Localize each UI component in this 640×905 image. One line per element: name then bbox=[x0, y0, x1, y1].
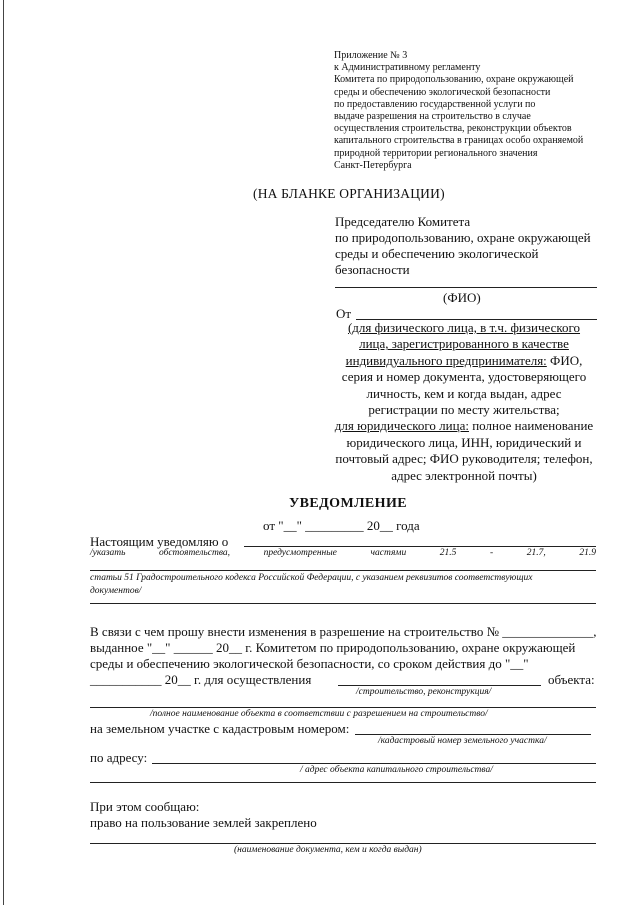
appendix-line: выдаче разрешения на строительство в случае bbox=[334, 111, 531, 123]
letterhead-note: (НА БЛАНКЕ ОРГАНИЗАЦИИ) bbox=[253, 186, 445, 201]
addressee-block bbox=[335, 214, 591, 278]
intro-underline bbox=[244, 546, 596, 547]
hint-documents: документов/ bbox=[90, 586, 142, 596]
hint-circumstances-row bbox=[90, 548, 596, 558]
fio-underline bbox=[335, 287, 597, 288]
hint-work-type: /строительство, реконструкция/ bbox=[356, 687, 492, 697]
note-line bbox=[330, 353, 598, 369]
hint-word: 21.9 bbox=[579, 548, 596, 558]
from-label: От bbox=[336, 306, 352, 321]
hint-address: / адрес объекта капитального строительства/ bbox=[300, 765, 493, 775]
addressee-line: по природопользованию, охране окружающей bbox=[335, 230, 591, 245]
cadastral-underline bbox=[355, 734, 591, 735]
notice-date-line: от "__" _________ 20__ года bbox=[263, 518, 420, 533]
cadastral-label: на земельном участке с кадастровым номером: bbox=[90, 721, 350, 736]
applicant-requirements-note bbox=[330, 320, 598, 484]
request-line-2: выданное "__" ______ 20__ г. Комитетом по природопользованию, охране окружающей bbox=[90, 640, 576, 655]
request-line-3: среды и обеспечению экологической безопасности, со сроком действия до "__" bbox=[90, 656, 529, 671]
hint-word: /указать bbox=[90, 548, 126, 558]
appendix-block bbox=[334, 50, 583, 172]
appendix-line: по предоставлению государственной услуги по bbox=[334, 98, 536, 110]
note-text: полное наименование bbox=[468, 418, 594, 434]
rights-line-1: При этом сообщаю: bbox=[90, 799, 200, 814]
note-underlined: для юридического лица: bbox=[334, 418, 469, 434]
appendix-line: среды и обеспечению экологической безопасности bbox=[334, 86, 551, 98]
note-line bbox=[330, 418, 598, 434]
object-name-line bbox=[90, 707, 596, 708]
hint-word: 21.7, bbox=[526, 548, 546, 558]
note-line: адрес электронной почты) bbox=[391, 467, 537, 483]
documents-line bbox=[90, 603, 596, 604]
hint-land-document: (наименование документа, кем и когда выдан) bbox=[234, 845, 422, 855]
request-object-label: объекта: bbox=[548, 672, 595, 687]
note-line: почтовый адрес; ФИО руководителя; телефон, bbox=[335, 451, 593, 467]
circumstances-line bbox=[90, 570, 596, 571]
appendix-line: Приложение № 3 bbox=[334, 50, 408, 61]
appendix-line: осуществления строительства, реконструкции объектов bbox=[334, 123, 572, 135]
addressee-line: Председателю Комитета bbox=[335, 214, 471, 229]
note-underlined: индивидуального предпринимателя: bbox=[345, 352, 547, 368]
hint-word: частями bbox=[370, 548, 407, 558]
note-line: серия и номер документа, удостоверяющего bbox=[341, 369, 587, 385]
hint-word: предусмотренные bbox=[263, 548, 337, 558]
page-edge-line bbox=[3, 0, 4, 905]
address-label: по адресу: bbox=[90, 750, 148, 765]
appendix-line: капитального строительства в границах особо охраняемой bbox=[334, 135, 584, 147]
request-line-1: В связи с чем прошу внести изменения в разрешение на строительство № ______________, bbox=[90, 624, 597, 639]
note-line: личность, кем и когда выдан, адрес bbox=[366, 385, 562, 401]
appendix-line: Комитета по природопользованию, охране окружающей bbox=[334, 74, 574, 86]
note-line: лица, зарегистрированного в качестве bbox=[359, 336, 569, 352]
hint-word: обстоятельства, bbox=[159, 548, 231, 558]
addressee-line: среды и обеспечению экологической bbox=[335, 246, 539, 261]
appendix-line: к Административному регламенту bbox=[334, 62, 481, 74]
land-document-line bbox=[90, 843, 596, 844]
hint-word: - bbox=[489, 548, 494, 558]
fio-label: (ФИО) bbox=[443, 290, 481, 305]
hint-object-name: /полное наименование объекта в соответствии с разрешением на строительство/ bbox=[150, 709, 488, 719]
appendix-line: Санкт-Петербурга bbox=[334, 159, 412, 171]
note-text: ФИО, bbox=[546, 352, 583, 368]
hint-cadastral: /кадастровый номер земельного участка/ bbox=[378, 736, 547, 746]
appendix-line: природной территории регионального значения bbox=[334, 147, 538, 159]
notice-title: УВЕДОМЛЕНИЕ bbox=[289, 496, 407, 511]
hint-word: 21.5 bbox=[439, 548, 457, 558]
rights-line-2: право на пользование землей закреплено bbox=[90, 815, 317, 830]
note-line: (для физического лица, в т.ч. физического bbox=[347, 320, 581, 335]
hint-article: статьи 51 Градостроительного кодекса Российской Федерации, с указанием реквизитов соответствующих bbox=[90, 573, 533, 583]
work-type-underline bbox=[338, 685, 541, 686]
note-line: регистрации по месту жительства; bbox=[368, 402, 560, 418]
addressee-line: безопасности bbox=[335, 262, 410, 277]
note-line: юридического лица, ИНН, юридический и bbox=[346, 434, 582, 450]
request-line-4: ___________ 20__ г. для осуществления bbox=[90, 672, 312, 687]
address-underline bbox=[152, 763, 596, 764]
notice-intro: Настоящим уведомляю о bbox=[90, 534, 229, 549]
address-second-line bbox=[90, 782, 596, 783]
